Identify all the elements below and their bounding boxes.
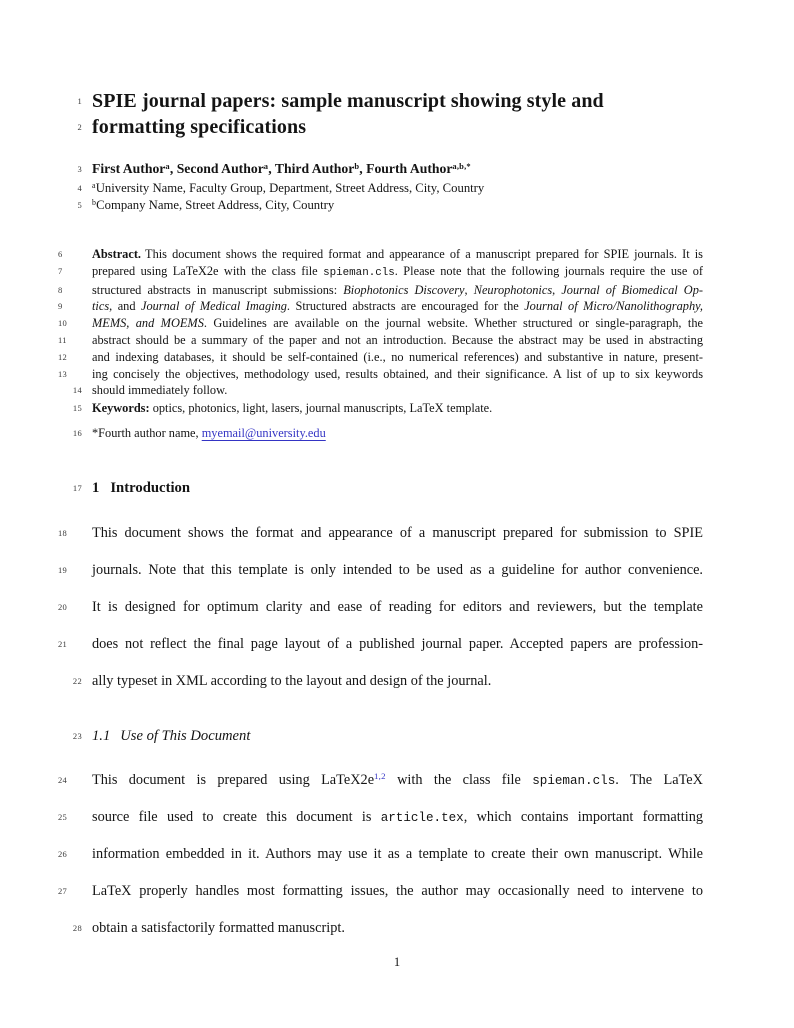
line-number: 26 — [58, 849, 68, 859]
affiliation-text: University Name, Faculty Group, Department, Street Address, City, Country — [95, 181, 485, 195]
line-number: 25 — [58, 812, 68, 822]
section-title: Introduction — [110, 480, 191, 496]
use-of-document-paragraph — [58, 769, 703, 954]
line-number: 20 — [58, 602, 68, 612]
line-number: 3 — [77, 164, 82, 174]
keywords-line — [72, 400, 703, 417]
keywords-text: optics, photonics, light, lasers, journal manuscripts, LaTeX template. — [149, 401, 493, 415]
body-text: with the class file — [385, 772, 533, 788]
line-number: 5 — [77, 199, 82, 210]
filename-article-tex: article.tex — [380, 811, 464, 825]
line-number: 14 — [72, 385, 82, 396]
paragraph-line — [58, 522, 703, 544]
author-affiliation-mark: b — [354, 160, 360, 171]
abstract-line — [58, 332, 703, 349]
abstract-text: , — [552, 282, 562, 297]
title-text: SPIE journal papers: sample manuscript showing style and — [92, 90, 604, 112]
line-number: 8 — [58, 284, 63, 295]
abstract-text: and indexing databases, it should be self-contained (i.e., no numerical references) and substantive in nature, present- — [92, 349, 703, 364]
affiliation-text: Company Name, Street Address, City, Country — [96, 197, 335, 212]
author-name: , Fourth Author — [359, 161, 453, 176]
body-text: journals. Note that this template is only intended to be used as a guideline for author convenience. — [92, 562, 703, 578]
filename-spieman-cls: spieman.cls — [532, 774, 616, 788]
paragraph-line — [72, 917, 703, 939]
body-text: source file used to create this document is — [92, 809, 381, 825]
abstract-text: . Guidelines are available on the journal website. Whether structured or single-paragraph, the — [203, 316, 703, 331]
title-line — [77, 115, 703, 141]
paragraph-line — [58, 806, 703, 828]
paragraph-line — [58, 596, 703, 618]
section-heading-introduction — [72, 478, 703, 498]
abstract-line — [58, 349, 703, 366]
affiliation-mark: b — [92, 197, 97, 207]
body-text: It is designed for optimum clarity and ease of reading for editors and reviewers, but the template — [92, 599, 703, 615]
journal-name: Journal of Micro/Nanolithography, — [524, 299, 703, 314]
keywords-label: Keywords: — [92, 401, 150, 415]
line-number: 28 — [72, 923, 82, 933]
line-number: 21 — [58, 639, 68, 649]
abstract-line — [58, 298, 703, 315]
abstract-text: . Please note that the following journals require the use of — [394, 263, 704, 278]
line-number: 22 — [72, 676, 82, 686]
line-number: 18 — [58, 528, 68, 538]
title-text: formatting specifications — [92, 115, 307, 138]
journal-name: tics — [92, 299, 110, 314]
subsection-title: Use of This Document — [120, 728, 251, 744]
affiliation-mark: a — [92, 180, 96, 190]
abstract-line — [58, 315, 703, 332]
paragraph-line — [58, 633, 703, 655]
body-text: . The LaTeX — [615, 772, 703, 788]
paragraph-line — [58, 769, 703, 791]
line-number: 24 — [58, 775, 68, 785]
abstract-text: structured abstracts in manuscript submissions: — [92, 282, 344, 297]
author-affiliation-mark: a — [263, 160, 269, 171]
citation-link[interactable]: 1,2 — [374, 771, 386, 782]
abstract-text: ing concisely the objectives, methodology used, results obtained, and their significance. A list of up to six keywords — [92, 366, 703, 381]
line-number: 13 — [58, 368, 68, 379]
section-number: 1 — [92, 480, 100, 496]
body-text: ally typeset in XML according to the layout and design of the journal. — [92, 673, 492, 689]
line-number: 16 — [72, 428, 82, 438]
journal-name: Journal of Biomedical Op- — [561, 282, 704, 297]
line-number: 6 — [58, 249, 63, 259]
journal-name: Neurophotonics — [473, 282, 553, 297]
line-number: 12 — [58, 351, 68, 362]
author-affiliation-mark: a — [165, 160, 170, 171]
introduction-paragraph — [58, 522, 703, 707]
subsection-number: 1.1 — [92, 728, 111, 744]
abstract — [58, 246, 704, 399]
abstract-line — [72, 382, 703, 399]
body-text: This document shows the format and appearance of a manuscript prepared for submission to SPIE — [92, 525, 703, 541]
title-line — [77, 89, 703, 115]
abstract-text: This document shows the required format and appearance of a manuscript prepared for SPIE journals. It is — [145, 247, 703, 261]
paragraph-line — [58, 559, 703, 581]
abstract-text: . Structured abstracts are encouraged for the — [286, 299, 525, 314]
abstract-text: , and — [109, 299, 141, 314]
line-number: 10 — [58, 318, 68, 329]
abstract-line — [58, 366, 703, 383]
author-name: , Second Author — [169, 161, 264, 176]
line-number: 17 — [72, 483, 82, 493]
author-affiliation-mark: a,b,* — [452, 160, 471, 171]
line-number: 1 — [77, 96, 82, 106]
body-text: does not reflect the final page layout of a published journal paper. Accepted papers are profession- — [92, 636, 703, 652]
line-number: 19 — [58, 565, 68, 575]
subsection-heading-use-of-this-document — [72, 726, 703, 746]
abstract-text: , — [464, 282, 474, 297]
affiliations — [77, 180, 703, 214]
body-text: information embedded in it. Authors may use it as a template to create their own manuscript. While — [92, 846, 703, 862]
journal-name: Journal of Medical Imaging — [140, 299, 287, 314]
email-link[interactable]: myemail@university.edu — [201, 426, 326, 440]
line-number: 11 — [58, 334, 67, 345]
line-number: 4 — [77, 183, 82, 193]
paragraph-line — [58, 843, 703, 865]
page-title — [77, 89, 703, 140]
page-number: 1 — [393, 955, 401, 969]
abstract-text: prepared using LaTeX2e with the class file — [92, 263, 324, 278]
correspondence-line — [72, 425, 703, 442]
affiliation-line — [77, 197, 703, 215]
abstract-line — [58, 246, 703, 263]
abstract-line — [58, 263, 704, 282]
body-text: This document is prepared using LaTeX2e — [92, 772, 375, 788]
abstract-text: abstract should be a summary of the paper and not an introduction. Because the abstract may be used in abstracting — [92, 332, 703, 347]
body-text: LaTeX properly handles most formatting issues, the author may occasionally need to intervene to — [92, 883, 703, 899]
body-text: obtain a satisfactorily formatted manuscript. — [92, 920, 345, 936]
authors-line — [77, 160, 703, 179]
line-number: 15 — [72, 403, 82, 413]
author-name: First Author — [92, 161, 166, 176]
abstract-label: Abstract. — [92, 247, 142, 261]
line-number: 9 — [58, 301, 63, 312]
abstract-text: should immediately follow. — [92, 383, 228, 398]
author-name: , Third Author — [268, 161, 355, 176]
filename-spieman-cls: spieman.cls — [323, 266, 395, 279]
body-text: , which contains important formatting — [463, 809, 703, 825]
abstract-line — [58, 282, 704, 299]
journal-name: MEMS, and MOEMS — [92, 316, 204, 331]
correspondence-text: *Fourth author name, — [92, 426, 202, 440]
line-number: 7 — [58, 265, 63, 276]
line-number: 23 — [72, 731, 82, 741]
line-number: 2 — [77, 121, 82, 132]
journal-name: Biophotonics Discovery — [343, 282, 465, 297]
affiliation-line — [77, 180, 703, 198]
line-number: 27 — [58, 886, 68, 896]
paragraph-line — [72, 670, 703, 692]
paragraph-line — [58, 880, 703, 902]
